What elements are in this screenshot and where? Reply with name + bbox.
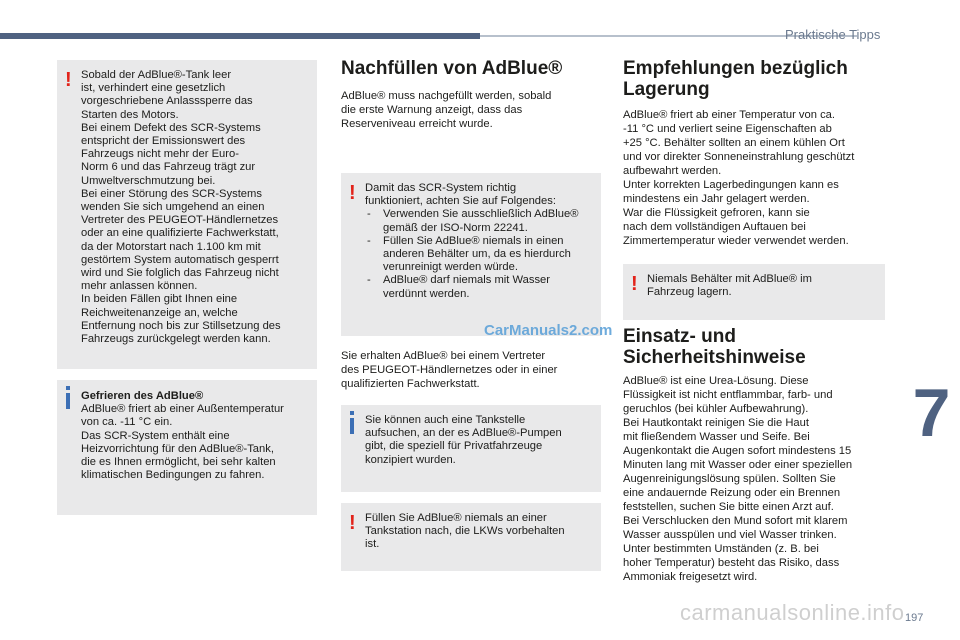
watermark-bottom: carmanualsonline.info: [680, 600, 905, 625]
page-number: 197: [905, 612, 924, 624]
refill-intro: AdBlue® muss nachgefüllt werden, sobald die erste Warnung anzeigt, dass das Reserveniveau erreicht wurde.: [341, 90, 552, 130]
warning-icon: !: [65, 69, 72, 91]
chapter-tab: [903, 350, 960, 475]
chapter-number: 7: [912, 374, 951, 451]
warning-icon: !: [349, 182, 356, 204]
info-icon-dot: [350, 411, 354, 415]
warning-box-tank-empty: [57, 60, 317, 369]
info-icon-dot: [66, 386, 70, 390]
storage-text: AdBlue® friert ab einer Temperatur von ca. -11 °C und verliert seine Eigenschaften ab +25 °C. Behälter sollten an einem kühlen Ort und vor direkter Sonneneinstrahlung geschützt aufbewahrt werden. Unter korrekten Lagerbedingungen kann es mindestens ein Jahr gelagert werden. War die Flüssigkeit gefroren, kann sie nach dem vollständigen Auftauen bei Zimmertemperatur wieder verwendet werden.: [623, 109, 855, 247]
warning-icon: !: [631, 273, 638, 295]
info-box-station: [341, 405, 601, 492]
info-text: AdBlue® friert ab einer Außentemperatur von ca. -11 °C ein. Das SCR-System enthält eine Heizvorrichtung für den AdBlue®-Tank, die es Ihnen ermöglicht, bei sehr kalten klimatischen Bedingungen zu fahren.: [81, 403, 284, 482]
watermark-top: CarManuals2.com: [484, 322, 613, 339]
info-box-freezing: [57, 380, 317, 515]
info-icon: [350, 418, 354, 434]
section-title: Praktische Tipps: [785, 27, 881, 42]
dealer-text: Sie erhalten AdBlue® bei einem Vertreter des PEUGEOT-Händlernetzes oder in einer qualifizierten Fachwerkstatt.: [341, 350, 558, 390]
warning-text: Füllen Sie AdBlue® niemals an einer Tankstation nach, die LKWs vorbehalten ist.: [365, 512, 565, 551]
info-icon: [66, 393, 70, 409]
safety-text: AdBlue® ist eine Urea-Lösung. Diese Flüssigkeit ist nicht entflammbar, farb- und geruchlos (bei kühler Aufbewahrung). Bei Hautkontakt reinigen Sie die Haut mit fließendem Wasser und Seife. Bei Augenkontakt die Augen sofort mindestens 15 Minuten lang mit Wasser oder einer speziellen Augenreinigungslösung spülen. Sollten Sie eine andauernde Reizung oder ein Brennen feststellen, suchen Sie bitte einen Arzt auf. Bei Verschlucken den Mund sofort mit klarem Wasser ausspülen und viel Wasser trinken. Unter bestimmten Umständen (z. B. bei hoher Temperatur) besteht das Risiko, dass Ammoniak freigesetzt wird.: [623, 375, 853, 583]
info-text: Sie können auch eine Tankstelle aufsuchen, an der es AdBlue®-Pumpen gibt, die speziell für Privatfahrzeuge konzipiert wurden.: [365, 414, 562, 466]
warning-icon: !: [349, 512, 356, 534]
warning-text: Sobald der AdBlue®-Tank leer ist, verhindert eine gesetzlich vorgeschriebene Anlasssperre das Starten des Motors. Bei einem Defekt des SCR-Systems entspricht der Emissionswert des Fahrzeugs nicht mehr der Euro- Norm 6 und das Fahrzeug trägt zur Umweltverschmutzung bei. Bei einer Störung des SCR-Systems wenden Sie sich umgehend an einen Vertreter des PEUGEOT-Händlernetzes oder an eine qualifizierte Fachwerkstatt, da der Motorstart nach 1.100 km mit gestörtem System automatisch gesperrt wird und Sie folglich das Fahrzeug nicht mehr anlassen können. In beiden Fällen gibt Ihnen eine Reichweitenanzeige an, welche Entfernung noch bis zur Stillsetzung des Fahrzeugs zurückgelegt werden kann.: [81, 69, 281, 346]
warning-box-truck: [341, 503, 601, 571]
list-item: - Verwenden Sie ausschließlich AdBlue® gemäß der ISO-Norm 22241.: [365, 208, 591, 234]
list-item: - Füllen Sie AdBlue® niemals in einen anderen Behälter um, da es hierdurch verunreinigt werden würde.: [365, 235, 591, 275]
info-title: Gefrieren des AdBlue®: [81, 390, 204, 402]
list-item: - AdBlue® darf niemals mit Wasser verdünnt werden.: [365, 274, 591, 300]
heading-refill: Nachfüllen von AdBlue®: [341, 58, 563, 79]
warning-text: Niemals Behälter mit AdBlue® im Fahrzeug lagern.: [647, 273, 812, 299]
header-accent-bar: [0, 33, 480, 39]
warning-box-scr: [341, 173, 601, 336]
warning-box-storage: [623, 264, 885, 320]
heading-storage: Empfehlungen bezüglich Lagerung: [623, 58, 848, 100]
heading-safety: Einsatz- und Sicherheitshinweise: [623, 326, 806, 368]
scr-rules-list: [365, 208, 591, 300]
warning-lead: Damit das SCR-System richtig funktioniert, achten Sie auf Folgendes:: [365, 182, 556, 208]
